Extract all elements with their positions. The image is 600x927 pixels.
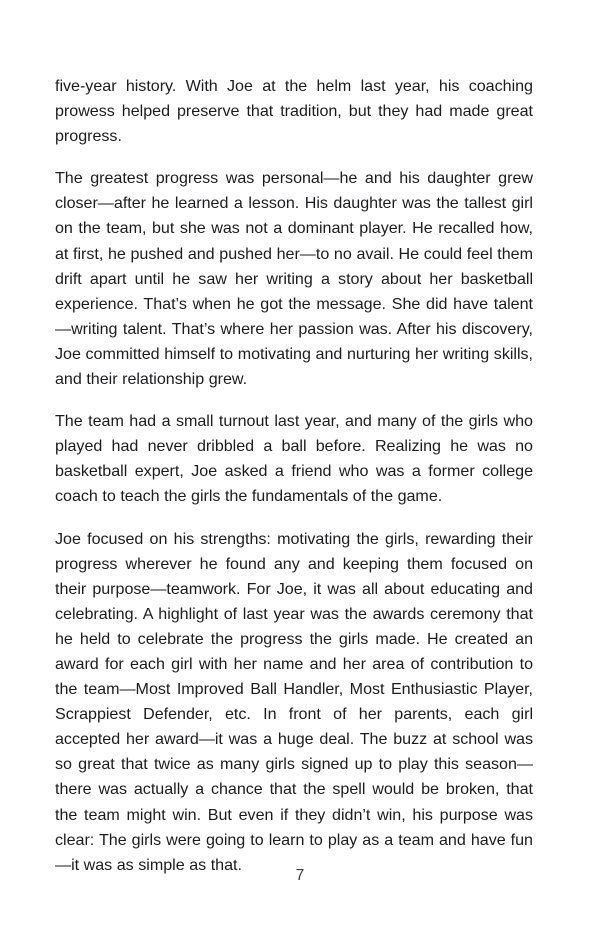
body-text-block [55, 74, 533, 878]
page-number: 7 [295, 867, 305, 884]
paragraph-3: The team had a small turnout last year, and many of the girls who played had never dribbled a ball before. Realizing he was no basketball expert, Joe asked a friend who was a former college coach to teach the girls the fundamentals of the game. [55, 412, 533, 506]
paragraph-2: The greatest progress was personal—he and his daughter grew closer—after he learned a lesson. His daughter was the tallest girl on the team, but she was not a dominant player. He recalled how, at first, he pushed and pushed her—to no avail. He could feel them drift apart until he saw her writing a story about her basketball experience. That’s when he got the message. She did have talent—writing talent. That’s where her passion was. After his discovery, Joe committed himself to motivating and nurturing her writing skills, and their relationship grew. [55, 169, 533, 389]
paragraph-1: five-year history. With Joe at the helm last year, his coaching prowess helped preserve that tradition, but they had made great progress. [55, 77, 533, 146]
paragraph-4: Joe focused on his strengths: motivating the girls, rewarding their progress wherever he found any and keeping them focused on their purpose—teamwork. For Joe, it was all about educating and celebrating. A highlight of last year was the awards ceremony that he held to celebrate the progress the girls made. He created an award for each girl with her name and her area of contribution to the team—Most Improved Ball Handler, Most Enthusiastic Player, Scrappiest Defender, etc. In front of her parents, each girl accepted her award—it was a huge deal. The buzz at school was so great that twice as many girls signed up to play this season—there was actually a chance that the spell would be broken, that the team might win. But even if they didn’t win, his purpose was clear: The girls were going to learn to play as a team and have fun—it was as simple as that. [55, 529, 533, 874]
